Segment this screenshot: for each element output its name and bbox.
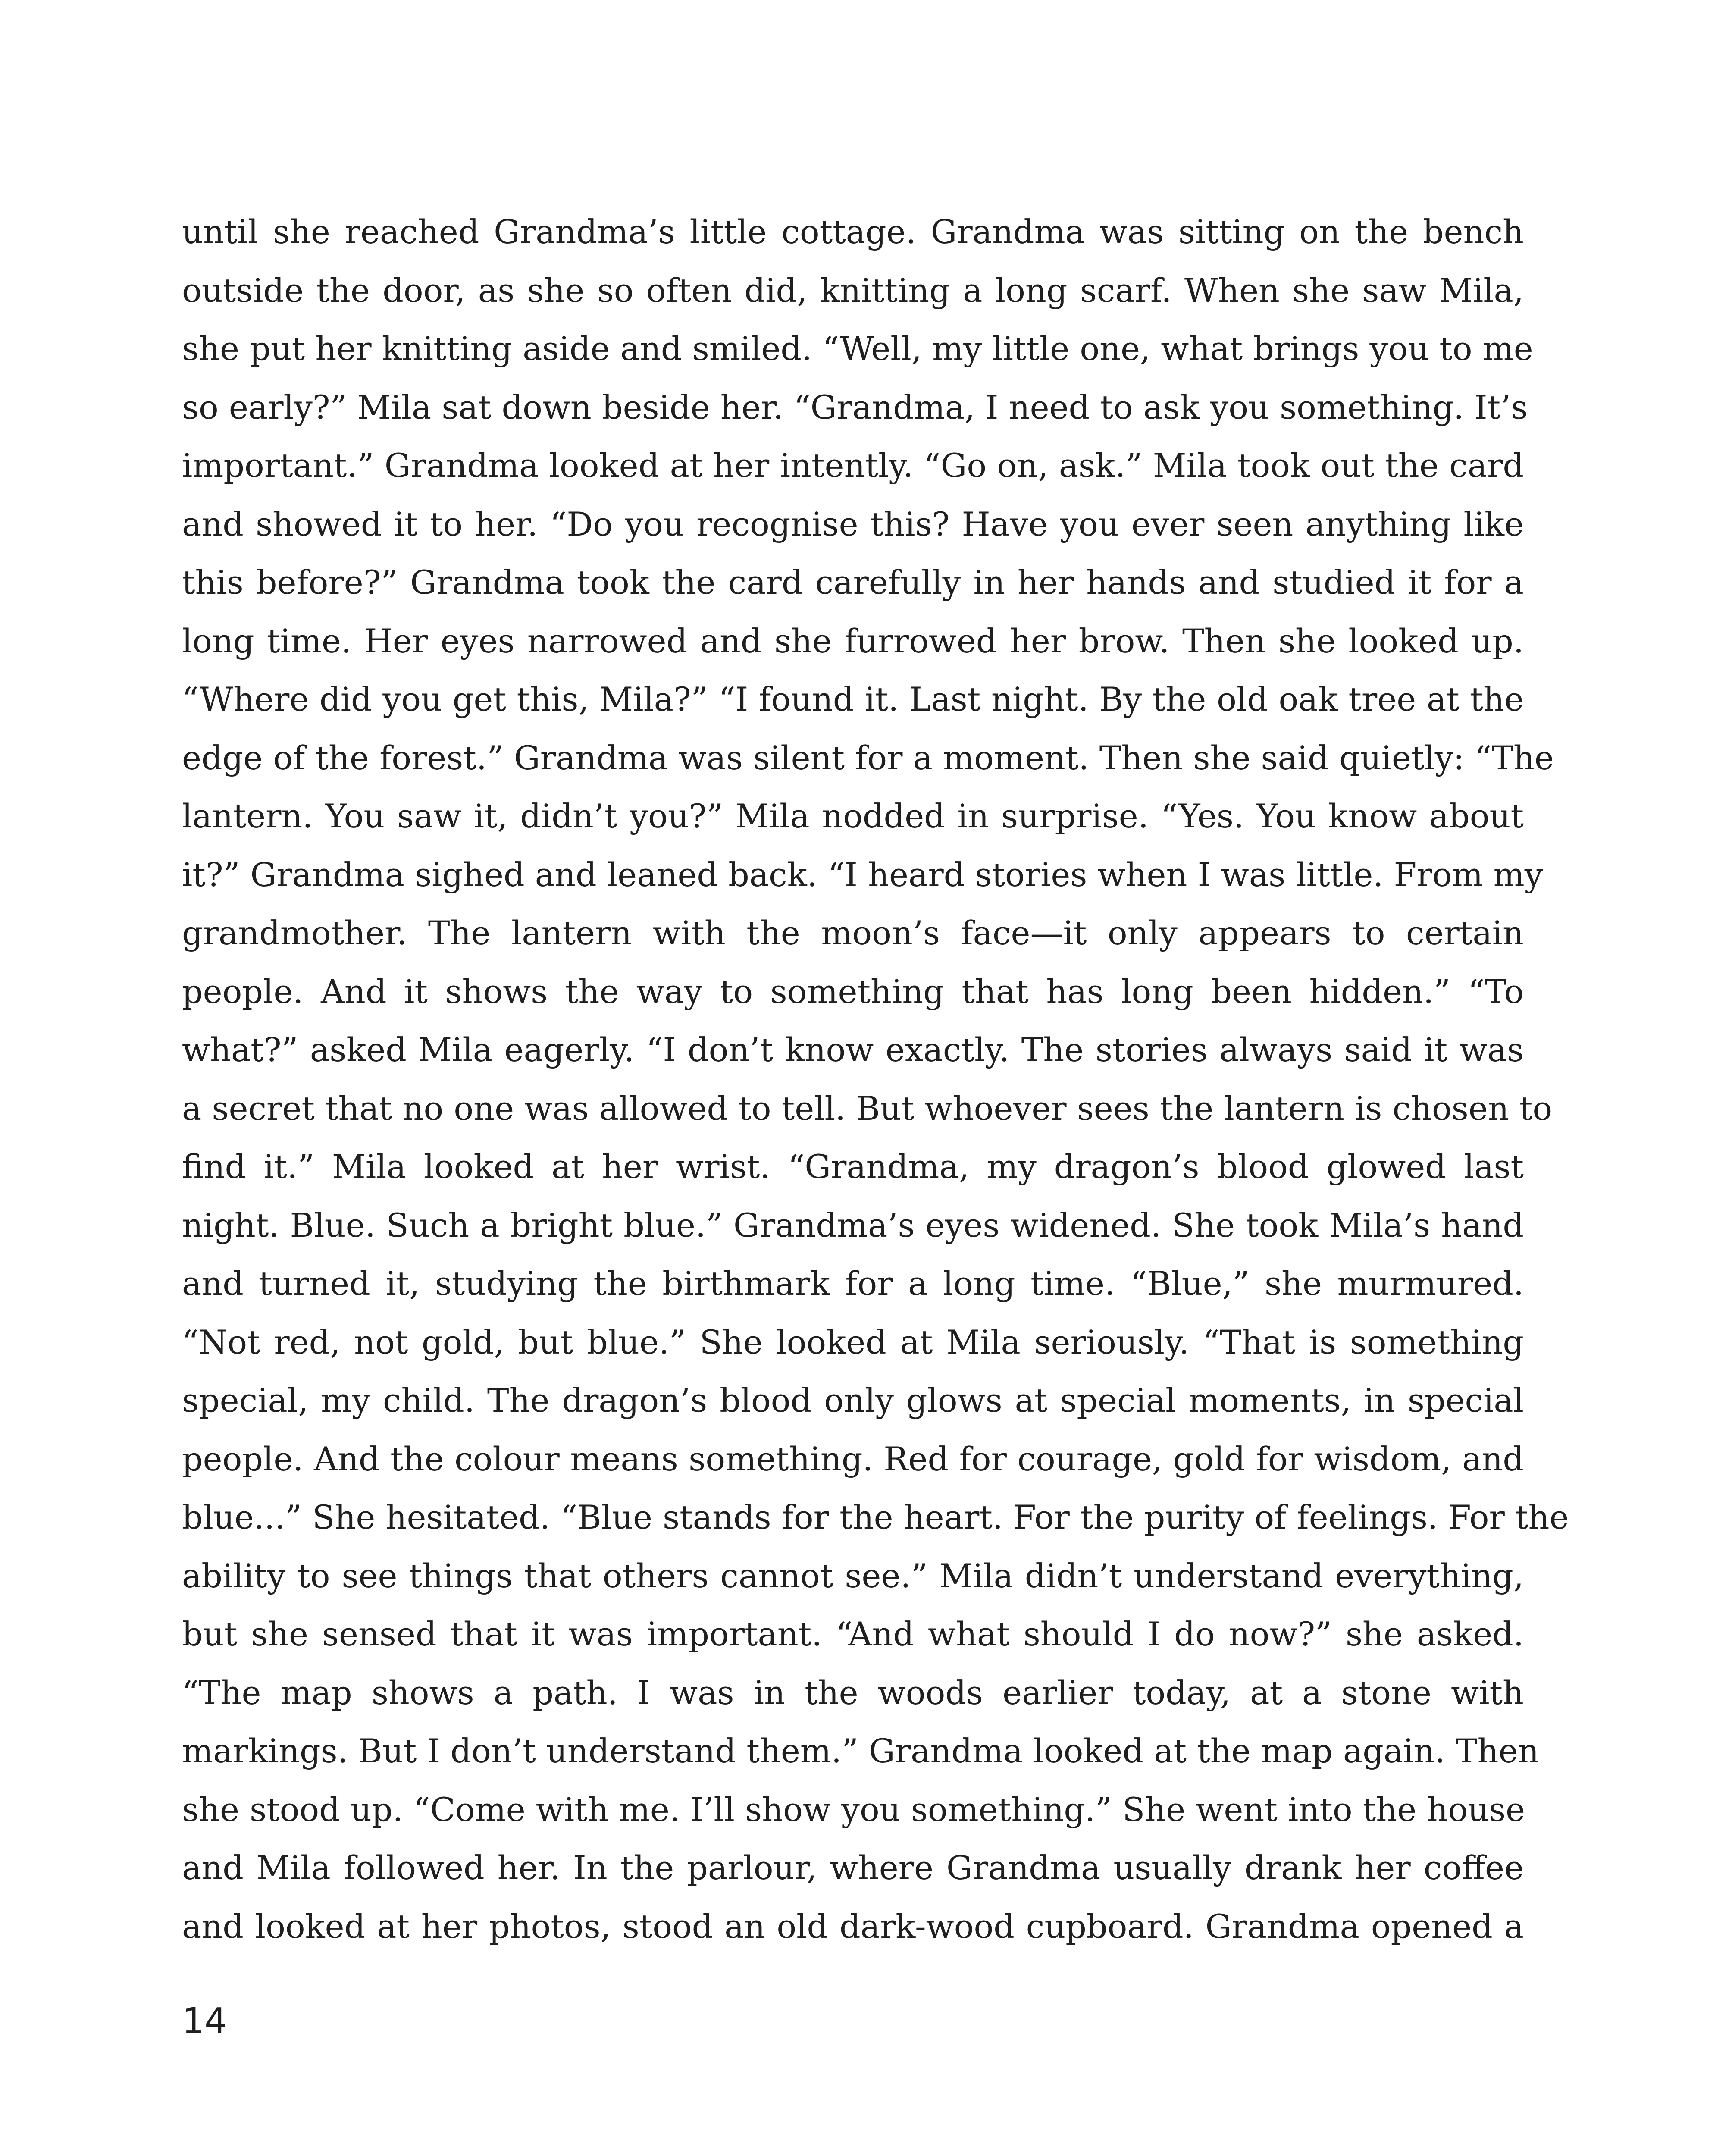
text-line: this before?” Grandma took the card carefully in her hands and studied it for a [182,563,1524,602]
text-line: but she sensed that it was important. “And what should I do now?” she asked. [182,1615,1524,1653]
body-text [182,203,1569,1955]
text-line: outside the door, as she so often did, knitting a long scarf. When she saw Mila, [182,271,1524,310]
text-line: special, my child. The dragon’s blood only glows at special moments, in special [182,1381,1524,1420]
text-line: so early?” Mila sat down beside her. “Grandma, I need to ask you something. It’s [182,388,1528,426]
text-line: “Not red, not gold, but blue.” She looked at Mila seriously. “That is something [182,1322,1524,1361]
text-line: “The map shows a path. I was in the woods earlier today, at a stone with [182,1673,1524,1712]
text-line: and looked at her photos, stood an old dark-wood cupboard. Grandma opened a [182,1907,1524,1946]
text-line: lantern. You saw it, didn’t you?” Mila nodded in surprise. “Yes. You know about [182,797,1524,835]
text-line: find it.” Mila looked at her wrist. “Grandma, my dragon’s blood glowed last [182,1147,1524,1186]
text-line: and showed it to her. “Do you recognise this? Have you ever seen anything like [182,505,1524,543]
text-line: and Mila followed her. In the parlour, where Grandma usually drank her coffee [182,1849,1524,1887]
text-line: important.” Grandma looked at her intently. “Go on, ask.” Mila took out the card [182,446,1524,485]
text-line: a secret that no one was allowed to tell. But whoever sees the lantern is chosen to [182,1089,1553,1128]
text-line: it?” Grandma sighed and leaned back. “I heard stories when I was little. From my [182,855,1543,894]
text-line: blue...” She hesitated. “Blue stands for the heart. For the purity of feelings. For the [182,1498,1569,1536]
text-line: she stood up. “Come with me. I’ll show you something.” She went into the house [182,1790,1525,1829]
text-line: people. And the colour means something. Red for courage, gold for wisdom, and [182,1439,1524,1478]
text-line: and turned it, studying the birthmark for a long time. “Blue,” she murmured. [182,1264,1524,1303]
text-line: people. And it shows the way to something that has long been hidden.” “To [182,972,1524,1011]
text-line: night. Blue. Such a bright blue.” Grandma’s eyes widened. She took Mila’s hand [182,1206,1524,1244]
text-line: “Where did you get this, Mila?” “I found it. Last night. By the old oak tree at the [182,680,1524,718]
text-line: edge of the forest.” Grandma was silent for a moment. Then she said quietly: “The [182,738,1554,777]
text-line: what?” asked Mila eagerly. “I don’t know exactly. The stories always said it was [182,1031,1524,1069]
text-line: until she reached Grandma’s little cottage. Grandma was sitting on the bench [182,213,1524,251]
text-line: long time. Her eyes narrowed and she furrowed her brow. Then she looked up. [182,621,1524,660]
text-line: markings. But I don’t understand them.” Grandma looked at the map again. Then [182,1732,1539,1770]
page-number: 14 [182,2001,227,2042]
text-line: grandmother. The lantern with the moon’s face—it only appears to certain [182,914,1524,952]
text-line: she put her knitting aside and smiled. “Well, my little one, what brings you to me [182,329,1533,368]
text-line: ability to see things that others cannot see.” Mila didn’t understand everything, [182,1556,1524,1595]
